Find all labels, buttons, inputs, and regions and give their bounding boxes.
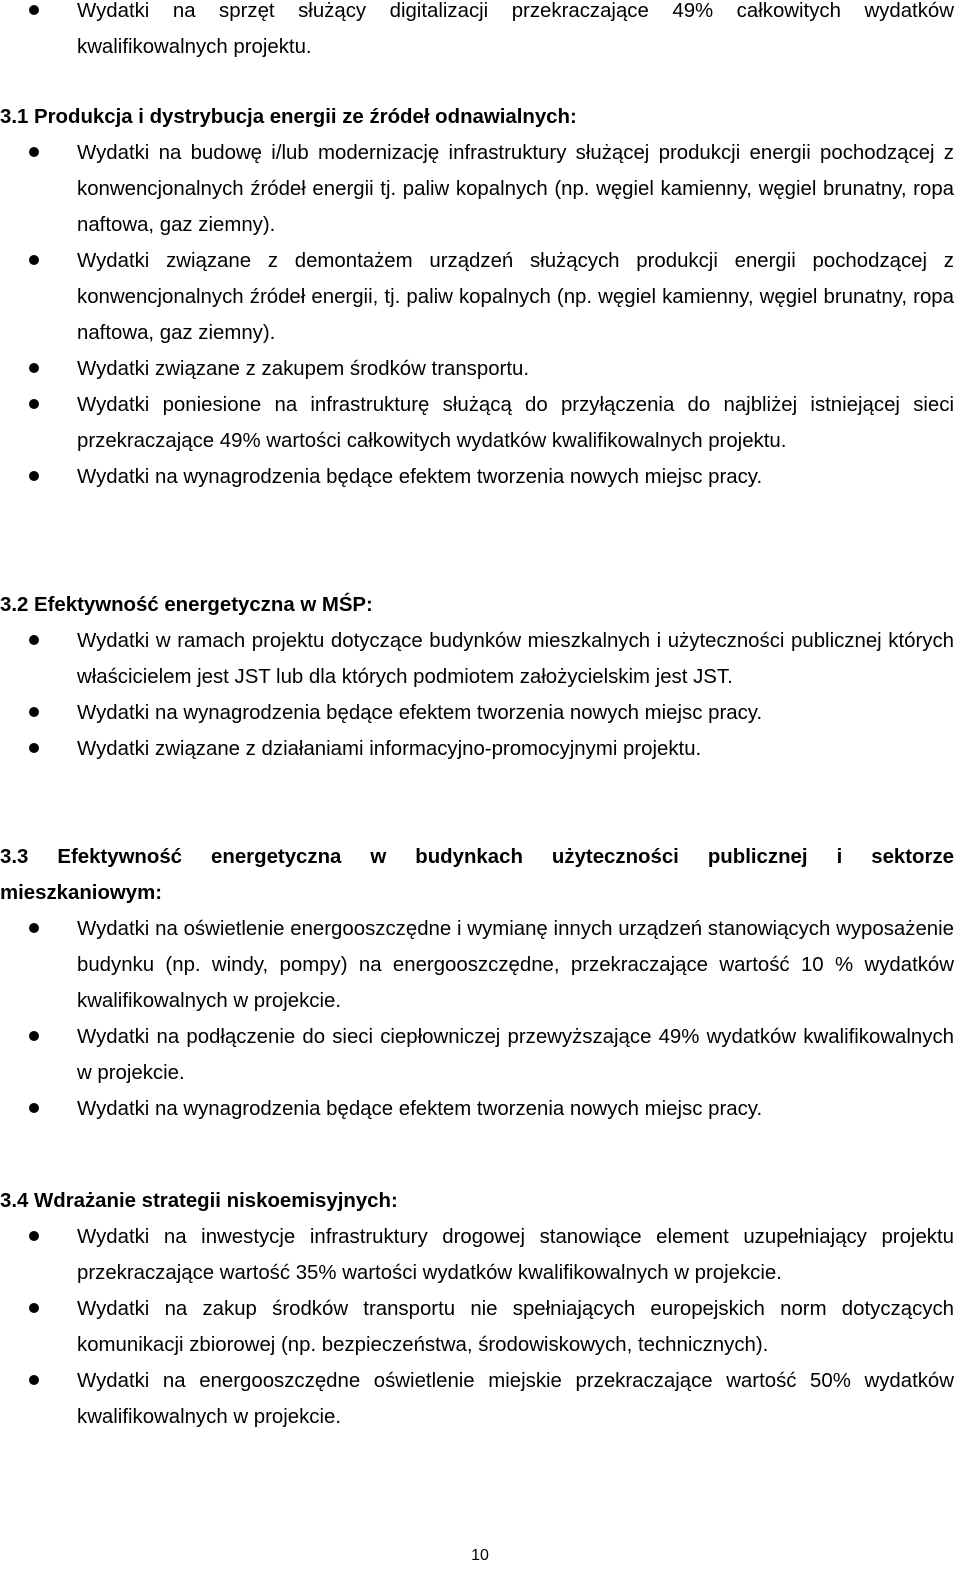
list-item: Wydatki na wynagrodzenia będące efektem tworzenia nowych miejsc pracy. [0,459,960,495]
section-list [0,623,960,767]
list-item: Wydatki na wynagrodzenia będące efektem tworzenia nowych miejsc pracy. [0,1091,960,1127]
section-list [0,1219,960,1435]
section-3-1 [0,99,960,495]
list-item: Wydatki związane z zakupem środków transportu. [0,351,960,387]
list-item: Wydatki na wynagrodzenia będące efektem tworzenia nowych miejsc pracy. [0,695,960,731]
list-item: Wydatki na inwestycje infrastruktury drogowej stanowiące element uzupełniający projektu przekraczające wartość 35% wartości wydatków kwalifikowalnych w projekcie. [0,1219,960,1291]
list-item: Wydatki na energooszczędne oświetlenie miejskie przekraczające wartość 50% wydatków kwalifikowalnych w projekcie. [0,1363,960,1435]
section-heading: 3.1 Produkcja i dystrybucja energii ze źródeł odnawialnych: [0,106,577,128]
list-item: Wydatki w ramach projektu dotyczące budynków mieszkalnych i użyteczności publicznej których właścicielem jest JST lub dla których podmiotem założycielskim jest JST. [0,623,960,695]
list-item: Wydatki na zakup środków transportu nie spełniających europejskich norm dotyczących komunikacji zbiorowej (np. bezpieczeństwa, środowiskowych, technicznych). [0,1291,960,1363]
list-item: Wydatki na sprzęt służący digitalizacji przekraczające 49% całkowitych wydatków kwalifikowalnych projektu. [0,0,960,65]
section-heading: 3.4 Wdrażanie strategii niskoemisyjnych: [0,1190,398,1212]
list-item: Wydatki poniesione na infrastrukturę służącą do przyłączenia do najbliżej istniejącej sieci przekraczające 49% wartości całkowitych wydatków kwalifikowalnych projektu. [0,387,960,459]
list-item: Wydatki na budowę i/lub modernizację infrastruktury służącej produkcji energii pochodzącej z konwencjonalnych źródeł energii tj. paliw kopalnych (np. węgiel kamienny, węgiel brunatny, ropa naftowa, gaz ziemny). [0,135,960,243]
section-3-2 [0,587,960,767]
section-heading: 3.3 Efektywność energetyczna w budynkach użyteczności publicznej i sektorze mieszkaniowym: [0,846,954,904]
list-item: Wydatki związane z działaniami informacyjno-promocyjnymi projektu. [0,731,960,767]
section-list [0,911,960,1127]
intro-list [0,0,960,65]
section-3-4 [0,1183,960,1435]
section-list [0,135,960,495]
list-item: Wydatki na oświetlenie energooszczędne i wymianę innych urządzeń stanowiących wyposażenie budynku (np. windy, pompy) na energooszczędne, przekraczające wartość 10 % wydatków kwalifikowalnych w projekcie. [0,911,960,1019]
page-number: 10 [471,1547,489,1564]
section-heading: 3.2 Efektywność energetyczna w MŚP: [0,594,373,616]
list-item: Wydatki związane z demontażem urządzeń służących produkcji energii pochodzącej z konwencjonalnych źródeł energii, tj. paliw kopalnych (np. węgiel kamienny, węgiel brunatny, ropa naftowa, gaz ziemny). [0,243,960,351]
list-item: Wydatki na podłączenie do sieci ciepłowniczej przewyższające 49% wydatków kwalifikowalnych w projekcie. [0,1019,960,1091]
section-3-3 [0,839,960,1127]
